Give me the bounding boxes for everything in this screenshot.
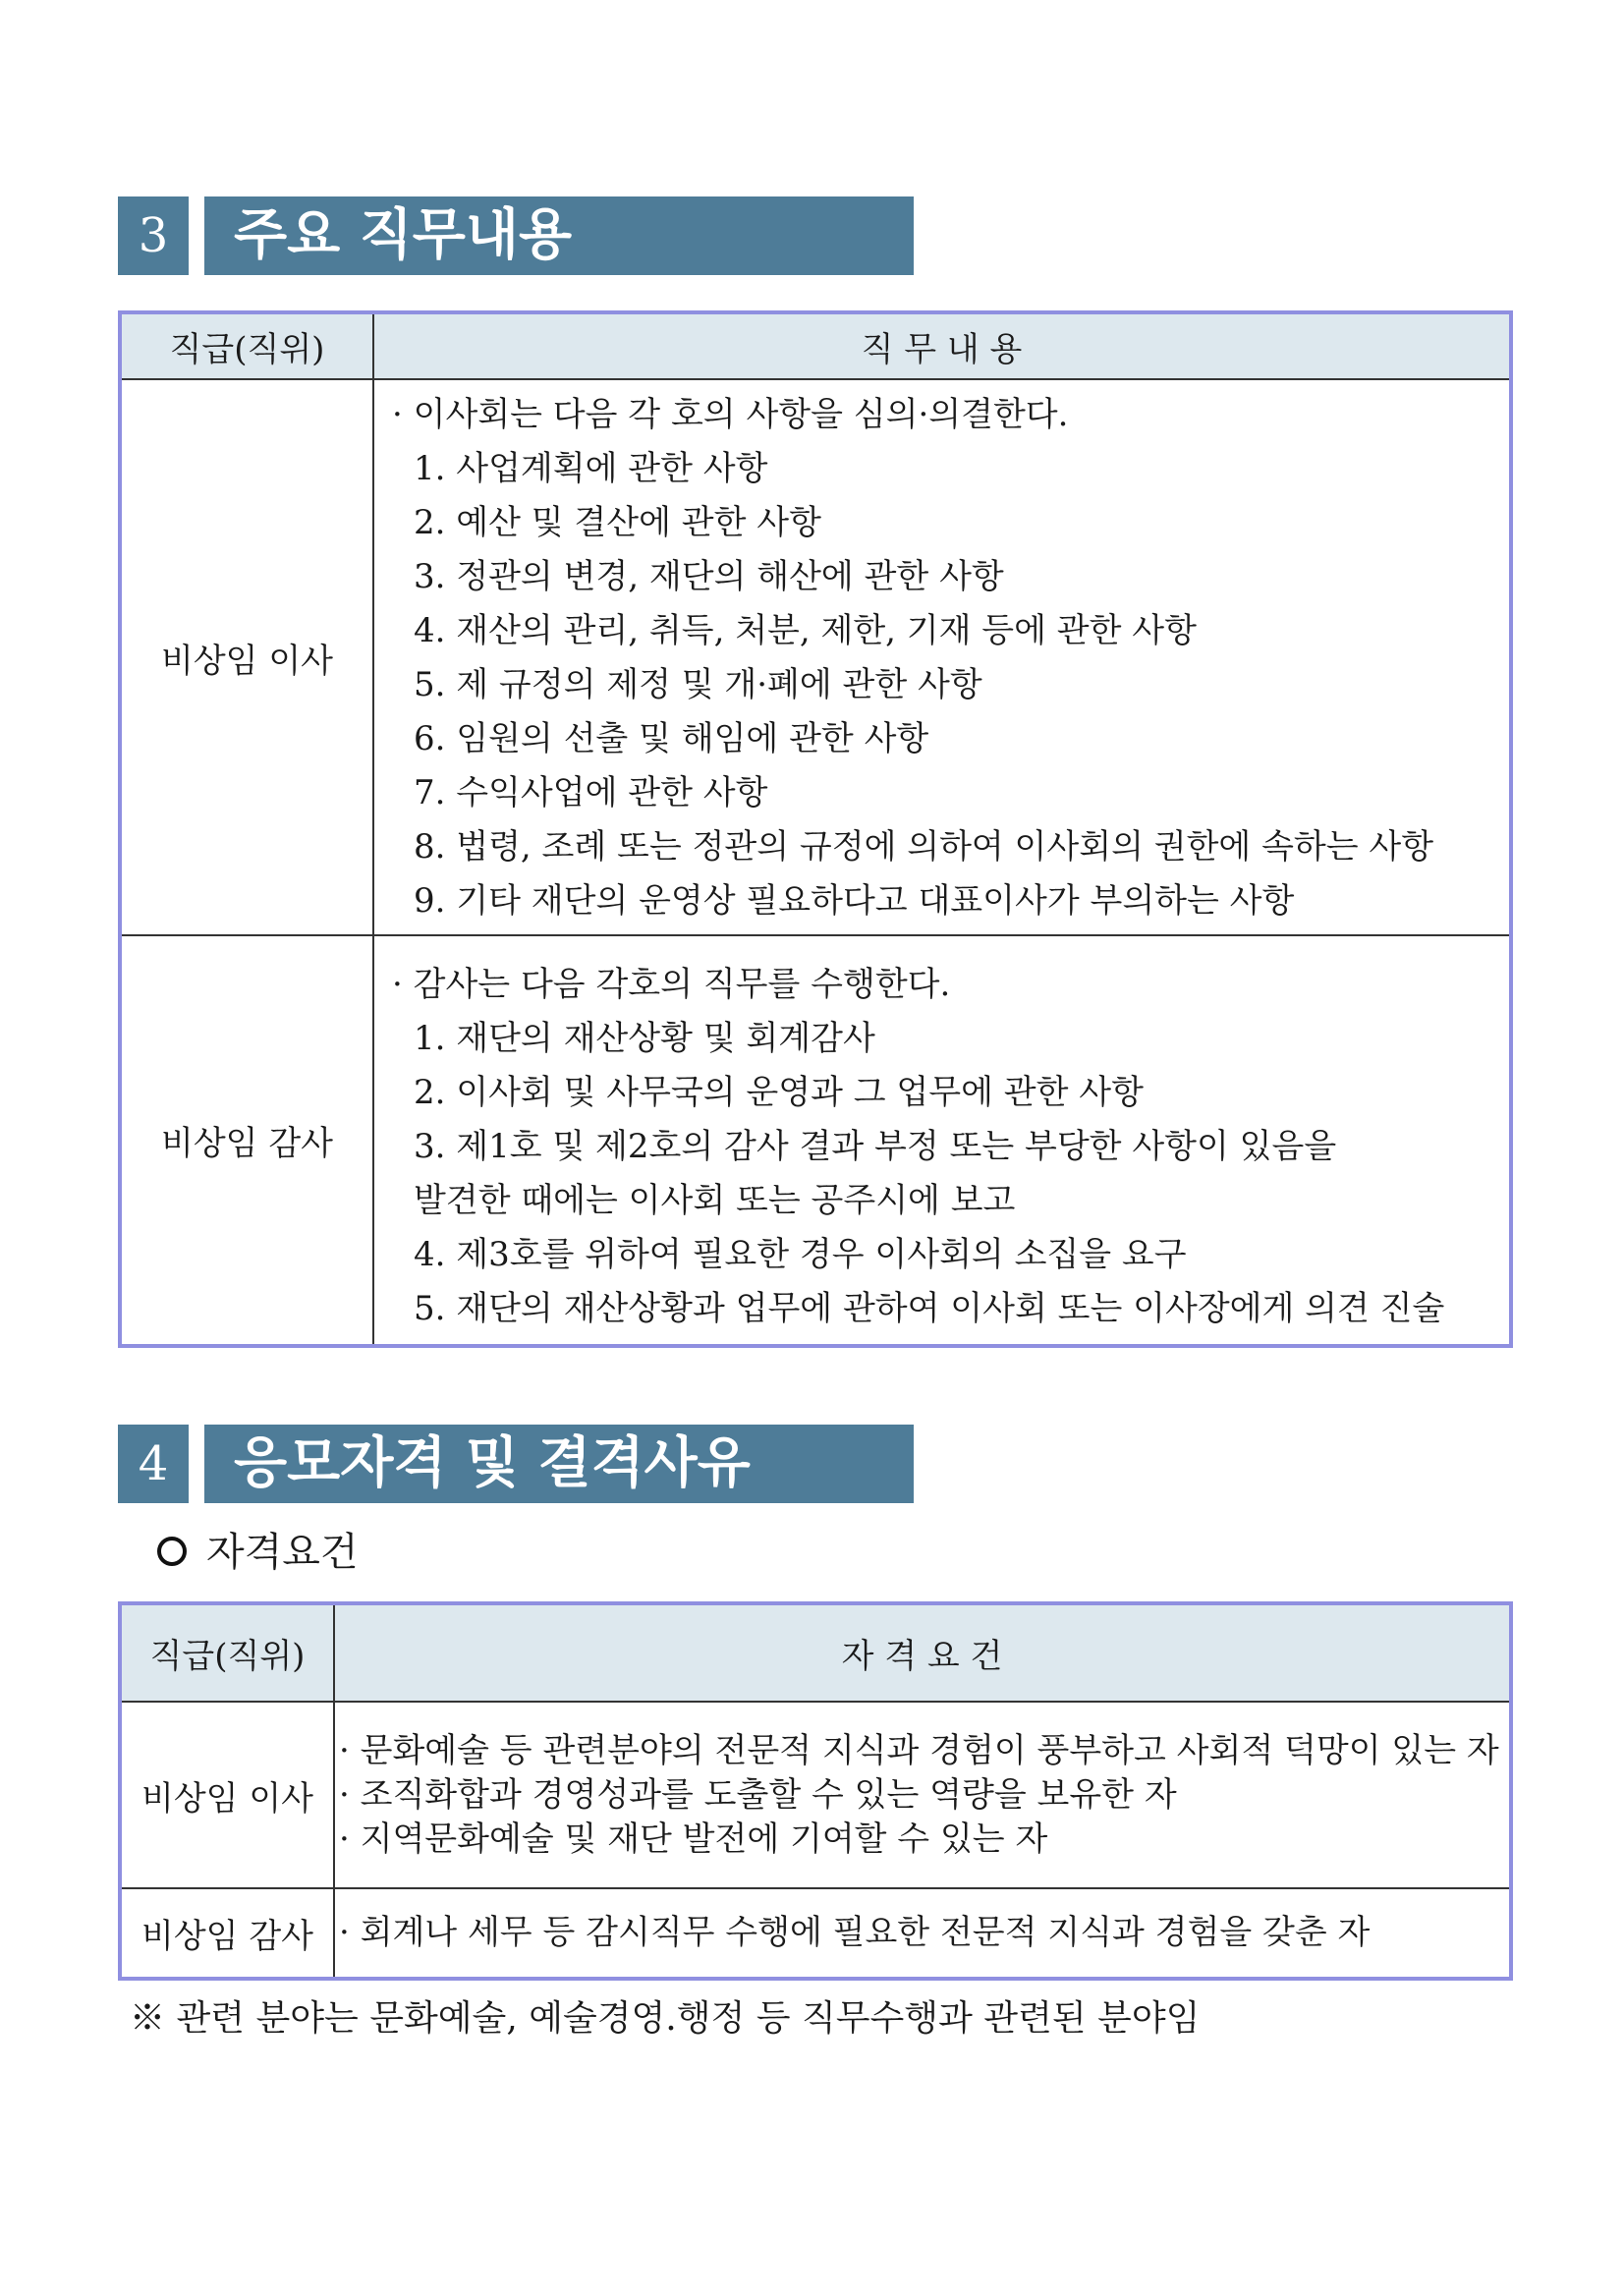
section-4-title: 응모자격 및 결격사유 (204, 1425, 914, 1503)
duty-item: 2. 예산 및 결산에 관한 사항 (414, 503, 821, 542)
duty-item: 5. 제 규정의 제정 및 개·폐에 관한 사항 (414, 665, 982, 704)
footnote: ※ 관련 분야는 문화예술, 예술경영.행정 등 직무수행과 관련된 분야임 (130, 1998, 1201, 2039)
duties-row-director (120, 379, 1511, 935)
qualifications-row-auditor (120, 1888, 1511, 1979)
qualifications-content-director (334, 1702, 1511, 1888)
duty-item: 1. 사업계획에 관한 사항 (414, 449, 768, 488)
duties-role-auditor: 비상임 감사 (120, 935, 373, 1346)
duty-item: 6. 임원의 선출 및 해임에 관한 사항 (414, 719, 929, 758)
duties-content-auditor (373, 935, 1511, 1346)
qualifications-subheading (157, 1523, 359, 1582)
duty-item: 3. 제1호 및 제2호의 감사 결과 부정 또는 부당한 사항이 있음을 (414, 1127, 1337, 1166)
duties-lead: · 이사회는 다음 각 호의 사항을 심의·의결한다. (392, 395, 1069, 434)
qualifications-header-row (120, 1603, 1511, 1702)
duties-lead: · 감사는 다음 각호의 직무를 수행한다. (392, 965, 951, 1004)
section-3-title: 주요 직무내용 (204, 196, 914, 275)
duties-header-content: 직 무 내 용 (373, 312, 1511, 379)
qualification-line: · 조직화합과 경영성과를 도출할 수 있는 역량을 보유한 자 (339, 1774, 1177, 1815)
qualifications-header-content: 자 격 요 건 (334, 1603, 1511, 1702)
qualifications-row-director (120, 1702, 1511, 1888)
duty-item: 4. 재산의 관리, 취득, 처분, 제한, 기재 등에 관한 사항 (414, 611, 1197, 650)
duties-role-director: 비상임 이사 (120, 379, 373, 935)
qualifications-table (118, 1601, 1513, 1981)
qualification-line: · 문화예술 등 관련분야의 전문적 지식과 경험이 풍부하고 사회적 덕망이 있는 자 (339, 1730, 1499, 1770)
qualification-line: · 지역문화예술 및 재단 발전에 기여할 수 있는 자 (339, 1819, 1048, 1859)
duty-item: 1. 재단의 재산상황 및 회계감사 (414, 1019, 875, 1058)
qualifications-header-role: 직급(직위) (120, 1603, 334, 1702)
qualifications-role-auditor: 비상임 감사 (120, 1888, 334, 1979)
duty-item: 8. 법령, 조례 또는 정관의 규정에 의하여 이사회의 권한에 속하는 사항 (414, 827, 1434, 867)
circle-bullet-icon (157, 1537, 187, 1566)
duties-table (118, 310, 1513, 1348)
qualifications-content-auditor (334, 1888, 1511, 1979)
duty-item-continuation: 발견한 때에는 이사회 또는 공주시에 보고 (414, 1181, 1016, 1220)
duty-item: 5. 재단의 재산상황과 업무에 관하여 이사회 또는 이사장에게 의견 진술 (414, 1289, 1445, 1328)
duty-item: 7. 수익사업에 관한 사항 (414, 773, 768, 812)
duties-header-role: 직급(직위) (120, 312, 373, 379)
duties-content-director (373, 379, 1511, 935)
section-4-number: 4 (118, 1425, 189, 1503)
qualifications-role-director: 비상임 이사 (120, 1702, 334, 1888)
section-3-number: 3 (118, 196, 189, 275)
qualifications-subheading-text: 자격요건 (206, 1530, 359, 1575)
qualification-line: · 회계나 세무 등 감시직무 수행에 필요한 전문적 지식과 경험을 갖춘 자 (339, 1913, 1371, 1952)
duty-item: 3. 정관의 변경, 재단의 해산에 관한 사항 (414, 557, 1004, 596)
duty-item: 9. 기타 재단의 운영상 필요하다고 대표이사가 부의하는 사항 (414, 881, 1295, 921)
duties-row-auditor (120, 935, 1511, 1346)
duty-item: 2. 이사회 및 사무국의 운영과 그 업무에 관한 사항 (414, 1073, 1144, 1112)
duties-header-row (120, 312, 1511, 379)
duty-item: 4. 제3호를 위하여 필요한 경우 이사회의 소집을 요구 (414, 1235, 1187, 1274)
